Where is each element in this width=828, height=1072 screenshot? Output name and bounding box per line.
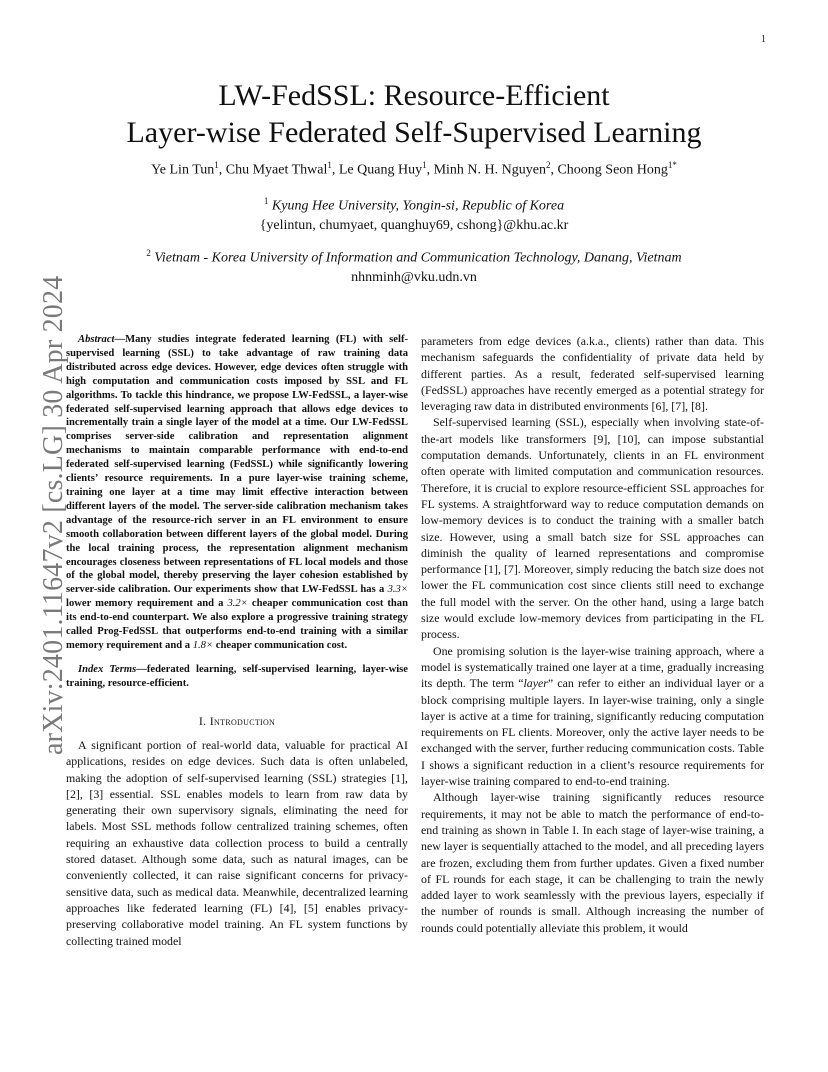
index-terms xyxy=(66,663,408,691)
body-paragraph: Self-supervised learning (SSL), especially when involving state-of-the-art models like transformers [9], [10], can impose substantial computation demands. Unfortunately, clients in an FL environment often operate with limited computation and communication resources. Therefore, it is crucial to explore resource-efficient SSL approaches for FL systems. A straightforward way to reduce computation demands on low-memory devices is to conduct the training with a smaller batch size. However, using a small batch size for SSL approaches can diminish the quality of learned representations and compromise performance [1], [7]. Moreover, simply reducing the batch size does not lower the FL communication cost since clients still need to exchange the full model with the server. On the other hand, using a large batch size would exclude low-memory devices from participating in the FL process. xyxy=(421,415,764,642)
abstract-text: cheaper communication cost than its end-to-end counterpart. We also explore a progressive training strategy called Prog-FedSSL that outperforms end-to-end training with a similar memory requirement and a xyxy=(66,598,408,651)
affiliation-institution: Vietnam - Korea University of Information and Communication Technology, Danang, Vietnam xyxy=(154,250,682,266)
author-name: Le Quang Huy xyxy=(338,162,423,178)
affiliation-email: {yelintun, chumyaet, quanghuy69, cshong}@khu.ac.kr xyxy=(259,217,569,233)
author-name: Chu Myaet Thwal xyxy=(225,162,328,178)
author-name: Ye Lin Tun xyxy=(151,162,215,178)
abstract-text: lower memory requirement and a xyxy=(66,598,228,610)
index-terms-label: Index Terms xyxy=(78,663,137,675)
index-terms-text: —federated learning, self-supervised learning, layer-wise training, resource-efficient. xyxy=(66,663,408,689)
section-title: Introduction xyxy=(209,713,276,728)
author-affiliation-mark: 1* xyxy=(667,160,677,170)
term-layer: layer xyxy=(523,676,548,691)
affiliation-email: nhnminh@vku.udn.vn xyxy=(351,269,477,285)
paragraph-text: ” can refer to either an individual layer or a block comprising multiple layers. In layer-wise training, only a single layer is active at a time for training, significantly reducing computation requirements on FL clients. Moreover, only the active layer needs to be exchanged with the server, further reducing communication costs. Table I shows a significant reduction in a client’s resource requirements for layer-wise training compared to end-to-end training. xyxy=(421,676,764,789)
affiliation-mark: 2 xyxy=(146,248,151,258)
prog-communication-factor: 1.8× xyxy=(192,639,214,651)
affiliation-1 xyxy=(0,192,828,235)
author-affiliation-mark: 1 xyxy=(422,160,427,170)
memory-factor: 3.3× xyxy=(387,584,408,596)
left-column xyxy=(66,333,408,949)
abstract xyxy=(66,333,408,653)
body-paragraph: parameters from edge devices (a.k.a., clients) rather than data. This mechanism safeguards the confidentiality of private data held by different parties. As a result, federated self-supervised learning (FedSSL) approaches have recently emerged as a potential strategy for leveraging raw data in distributed environments [6], [7], [8]. xyxy=(421,334,764,414)
section-numeral: I. xyxy=(198,713,210,728)
affiliation-2 xyxy=(0,244,828,287)
affiliation-institution: Kyung Hee University, Yongin-si, Republic of Korea xyxy=(271,198,565,214)
author-list: Ye Lin Tun$^1$, Chu Myaet Thwal$^1$, Le Quang Huy$^1$, Minh N. H. Nguyen$^2$, Choong Seon Hong$^{1*}$ xyxy=(151,160,677,178)
abstract-label: Abstract xyxy=(78,334,115,345)
body-paragraph xyxy=(421,643,764,790)
section-heading-introduction xyxy=(66,713,408,729)
author-name: Choong Seon Hong xyxy=(557,162,668,178)
author-affiliation-mark: 1 xyxy=(327,160,332,170)
arxiv-identifier: arXiv:2401.11647v2 [cs.LG] 30 Apr 2024 xyxy=(38,275,69,755)
author-affiliation-mark: 1 xyxy=(214,160,219,170)
paper-title xyxy=(0,77,828,151)
communication-factor: 3.2× xyxy=(227,598,248,610)
author-affiliation-mark: 2 xyxy=(545,160,551,170)
body-paragraph: Although layer-wise training significantly reduces resource requirements, it may not be able to match the performance of end-to-end training as shown in Table I. In each stage of layer-wise training, a new layer is sequentially attached to the model, and all preceding layers are frozen, excluding them from further updates. Given a fixed number of FL rounds for each stage, it can be challenging to train the newly added layer to work seamlessly with the previous layers, especially if the number of rounds is small. Although increasing the number of rounds could potentially alleviate this problem, it would xyxy=(421,790,764,935)
title-line-2: Layer-wise Federated Self-Supervised Learning xyxy=(126,116,702,149)
abstract-text: —Many studies integrate federated learning (FL) with self-supervised learning (SSL) to take advantage of raw training data distributed across edge devices. However, edge devices often struggle with high computation and communication costs imposed by SSL and FL algorithms. To tackle this hindrance, we propose LW-FedSSL, a layer-wise federated self-supervised learning approach that allows edge devices to incrementally train a single layer of the model at a time. Our LW-FedSSL comprises server-side calibration and representation alignment mechanisms to maintain comparable performance with end-to-end federated self-supervised learning (FedSSL) while significantly lowering clients’ resource requirements. In a pure layer-wise training scheme, training one layer at a time may limit effective interaction between different layers of the model. The server-side calibration mechanism takes advantage of the resource-rich server in an FL environment to ensure smooth collaboration between different layers of the global model. During the local training process, the representation alignment mechanism encourages closeness between representations of FL local models and those of the global model, thereby preserving the layer cohesion established by server-side calibration. Our experiments show that LW-FedSSL has a xyxy=(66,334,408,596)
abstract-text: cheaper communication cost. xyxy=(213,639,348,651)
affiliation-mark: 1 xyxy=(263,196,269,206)
author-name: Minh N. H. Nguyen xyxy=(433,162,546,178)
intro-paragraph: A significant portion of real-world data, valuable for practical AI applications, resides on edge devices. Such data is often unlabeled, making the adoption of self-supervised learning (SSL) strategies [1], [2], [3] essential. SSL enables models to learn from raw data by generating their own supervisory signals, eliminating the need for labels. Most SSL methods follow centralized training schemes, often requiring an exhaustive data collection process to build a centrally stored dataset. Although some data, such as natural images, can be conveniently collected, it can raise significant concerns for privacy-sensitive data, such as medical data. Meanwhile, decentralized learning approaches like federated learning (FL) [4], [5] enables privacy-preserving collaborative model training. An FL system functions by collecting trained model xyxy=(66,737,408,948)
title-line-1: LW-FedSSL: Resource-Efficient xyxy=(218,79,610,112)
paragraph-text: One promising solution is the layer-wise training approach, where a model is systematically trained one layer at a time, gradually increasing its depth. The term “ xyxy=(421,643,764,691)
right-column xyxy=(421,333,764,936)
page-number: 1 xyxy=(761,34,766,45)
